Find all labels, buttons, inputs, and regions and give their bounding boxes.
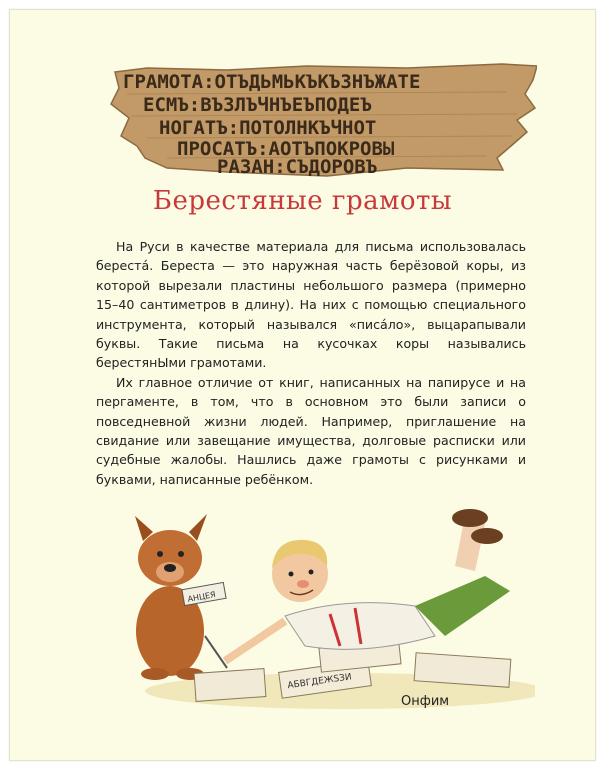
sheet-letters: АБВГДЕЖЅЗИ xyxy=(286,672,353,692)
bark-line-4: ПРОСАТЪ:АОТЪПОКРОВЫ xyxy=(177,138,395,160)
bark-line-2: ЕСМЪ:ВЪЗЛЪЧНЪЕЪПОДЕЪ xyxy=(143,94,372,116)
bark-line-5: РАЗАН:СЪДОРОВЪ xyxy=(217,156,378,178)
book-page xyxy=(9,9,596,761)
illustration-caption: Онфим xyxy=(401,694,450,709)
paragraph-2: Их главное отличие от книг, написанных на папирусе и на пергаменте, в том, что в основном это были записи о повседневной жизни людей. Например, приглашение на свидание или завещание имущества, долговые расписки или судебные жалобы. Нашлись даже грамоты с рисунками и буквами, написанные ребёнком. xyxy=(96,374,526,487)
boy-figure xyxy=(205,509,510,668)
page-title: Берестяные грамоты xyxy=(152,186,453,216)
body-text xyxy=(96,237,526,489)
birch-bark-image xyxy=(107,58,537,183)
bark-line-1: ГРАМОТА:ОТЪДЬМЬКЪКЪЗНЪЖАТЕ xyxy=(123,71,421,93)
illustration xyxy=(115,496,535,716)
illustration-svg xyxy=(115,496,535,716)
bark-line-3: НОГАТЪ:ПОТОЛНКЪЧНОТ xyxy=(159,117,377,139)
dog-tag-text: АНЦЕЯ xyxy=(186,590,217,604)
birch-bark-svg xyxy=(107,58,537,183)
paragraph-1: На Руси в качестве материала для письма использовалась берестá. Береста — это наружная часть берёзовой коры, из которой вырезали пластины небольшого размера (примерно 15–40 сантиметров в длину). На них с помощью специального инструмента, который назывался «писáло», выцарапывали буквы. Такие письма на кусочках коры назывались берестянЫми грамотами. xyxy=(96,239,526,371)
dog-figure xyxy=(135,514,226,680)
